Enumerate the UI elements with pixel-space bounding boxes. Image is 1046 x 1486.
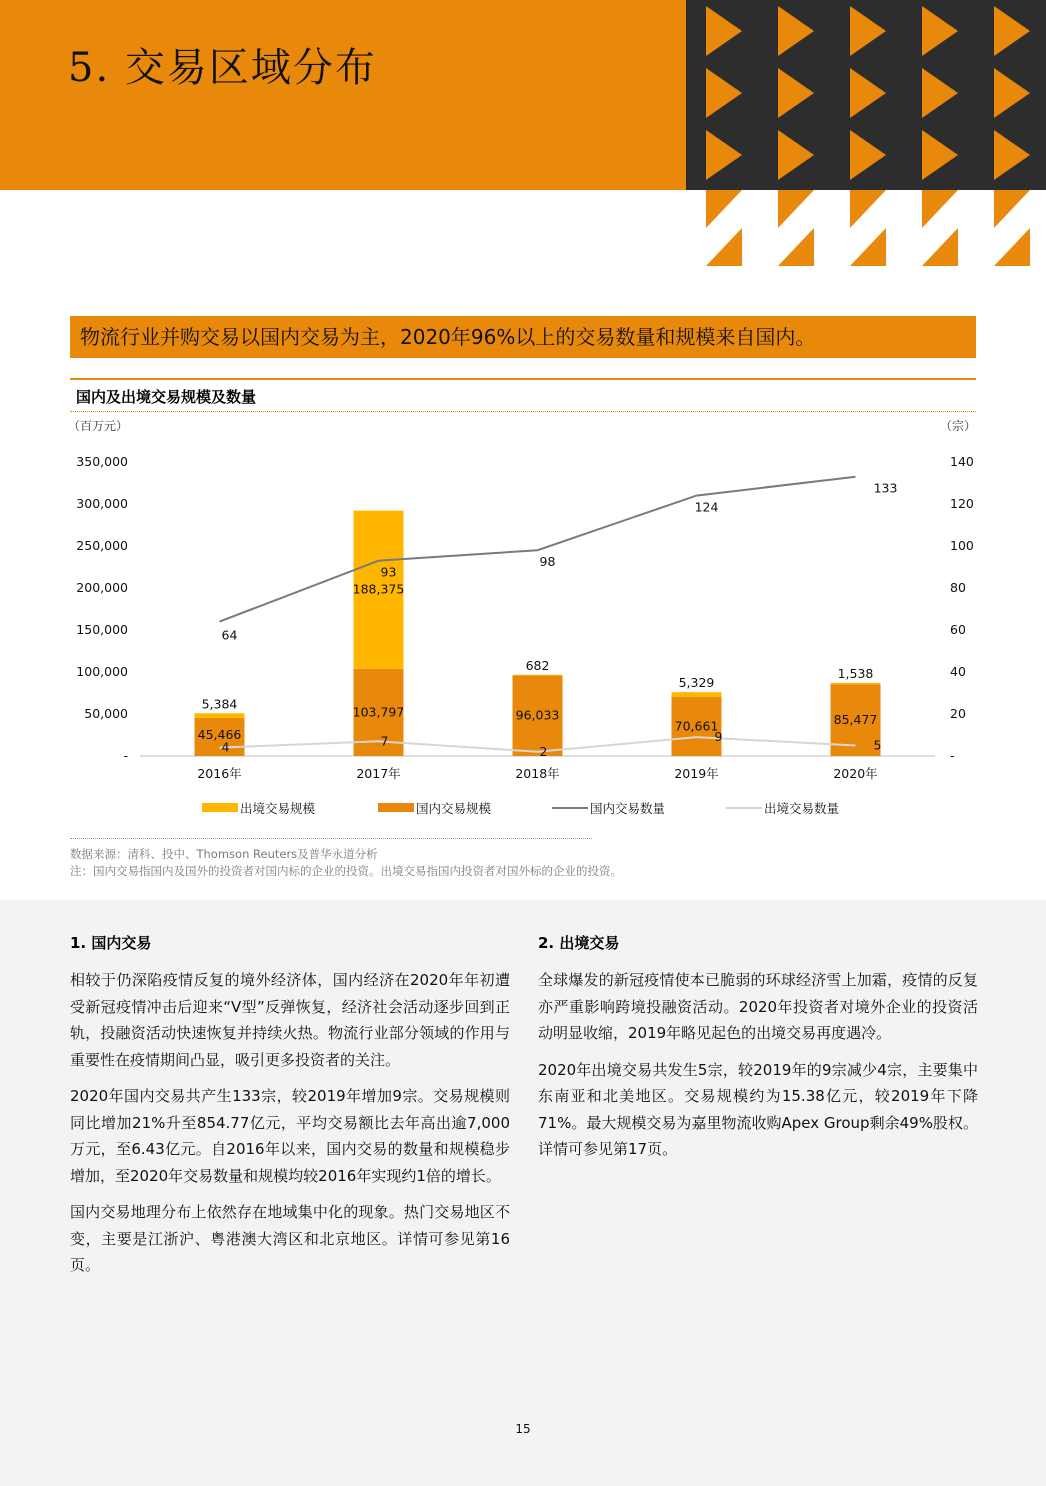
left-axis-unit: （百万元） — [68, 419, 129, 433]
legend-swatch — [202, 803, 238, 812]
bar-outbound-value — [513, 675, 563, 676]
left-axis-tick-label: 50,000 — [84, 706, 128, 721]
page-number: 15 — [515, 1422, 531, 1436]
lower-triangle — [778, 228, 814, 266]
domestic-paragraph-3: 国内交易地理分布上依然存在地域集中化的现象。热门交易地区不变，主要是江浙沪、粤港澳大湾区和北京地区。详情可参见第16页。 — [70, 1203, 510, 1274]
lower-triangle — [706, 190, 742, 228]
domestic-heading: 1. 国内交易 — [70, 934, 152, 952]
chevron-pattern — [686, 0, 1046, 266]
bar-outbound-label: 5,384 — [201, 696, 238, 712]
line-domestic-label: 98 — [539, 554, 556, 570]
lower-triangle — [994, 228, 1030, 266]
lower-triangle — [850, 190, 886, 228]
bar-outbound-label: 682 — [525, 657, 550, 673]
combo-chart — [0, 414, 1046, 834]
right-axis-tick-label: 120 — [950, 496, 974, 511]
chart-marks — [76, 454, 974, 816]
chart-title-rule — [70, 378, 976, 380]
bar-outbound-label: 188,375 — [352, 581, 405, 597]
x-axis-tick-label: 2017年 — [356, 766, 401, 781]
line-outbound-label: 7 — [380, 733, 389, 749]
outbound-paragraph-2: 2020年出境交易共发生5宗，较2019年的9宗减少4宗，主要集中东南亚和北美地区。交易规模约为15.38亿元，较2019年下降71%。最大规模交易为嘉里物流收购Apex Group剩余49%股权。详情可参见第17页。 — [538, 1060, 978, 1158]
domestic-paragraph-2: 2020年国内交易共产生133宗，较2019年增加9宗。交易规模则同比增加21%升至854.77亿元，平均交易额比去年高出逾7,000万元，至6.43亿元。自2016年以来，国内交易的数量和规模稳步增加，至2020年交易数量和规模均较2016年实现约1倍的增长。 — [70, 1087, 510, 1185]
bar-outbound-value — [831, 683, 881, 684]
legend-label: 国内交易数量 — [590, 801, 666, 816]
outbound-heading: 2. 出境交易 — [538, 934, 620, 952]
legend-label: 出境交易数量 — [764, 801, 840, 816]
source-note — [70, 846, 622, 880]
line-outbound-label: 4 — [221, 739, 230, 755]
lower-triangle — [922, 228, 958, 266]
x-axis-tick-label: 2019年 — [674, 766, 719, 781]
bar-domestic-label: 70,661 — [674, 718, 719, 734]
right-axis-tick-label: - — [950, 748, 955, 763]
right-axis-tick-label: 80 — [950, 580, 966, 595]
bar-domestic-label: 96,033 — [515, 707, 560, 723]
right-axis-tick-label: 40 — [950, 664, 966, 679]
x-axis-tick-label: 2020年 — [833, 766, 878, 781]
page-title: 5. 交易区域分布 — [68, 45, 377, 91]
headline-banner: 物流行业并购交易以国内交易为主，2020年96%以上的交易数量和规模来自国内。 — [70, 316, 976, 358]
line-domestic-label: 124 — [694, 499, 719, 515]
line-outbound-label: 5 — [873, 737, 882, 753]
right-axis-tick-label: 100 — [950, 538, 974, 553]
x-axis-tick-label: 2018年 — [515, 766, 560, 781]
outbound-section — [538, 932, 978, 1173]
chart-title-divider — [70, 411, 976, 412]
left-axis-tick-label: 200,000 — [76, 580, 128, 595]
bar-outbound-value — [672, 692, 722, 696]
right-axis-tick-label: 60 — [950, 622, 966, 637]
bar-outbound-label: 5,329 — [678, 675, 715, 691]
bar-outbound-value — [195, 713, 245, 718]
source-line: 数据来源：清科、投中、Thomson Reuters及普华永道分析 — [70, 847, 378, 861]
left-axis-tick-label: 150,000 — [76, 622, 128, 637]
left-axis-tick-label: 100,000 — [76, 664, 128, 679]
domestic-paragraph-1: 相较于仍深陷疫情反复的境外经济体，国内经济在2020年年初遭受新冠疫情冲击后迎来“V型”反弹恢复，经济社会活动逐步回到正轨，投融资活动快速恢复并持续火热。物流行业部分领域的作用与重要性在疫情期间凸显，吸引更多投资者的关注。 — [70, 971, 510, 1069]
x-axis-tick-label: 2016年 — [197, 766, 242, 781]
bar-domestic-label: 45,466 — [197, 727, 242, 742]
lower-triangle — [994, 190, 1030, 228]
line-domestic-label: 93 — [380, 564, 397, 580]
bar-outbound-label: 1,538 — [837, 665, 874, 681]
left-axis-tick-label: - — [123, 748, 128, 763]
right-axis-tick-label: 140 — [950, 454, 974, 469]
left-axis-tick-label: 300,000 — [76, 496, 128, 511]
source-divider — [70, 838, 592, 839]
line-outbound-label: 9 — [714, 729, 723, 745]
legend-label: 出境交易规模 — [240, 801, 316, 816]
lower-triangle — [850, 228, 886, 266]
lower-triangle — [778, 190, 814, 228]
left-axis-tick-label: 350,000 — [76, 454, 128, 469]
line-domestic-label: 64 — [221, 627, 238, 643]
chart-title: 国内及出境交易规模及数量 — [76, 388, 257, 406]
bar-domestic-label: 103,797 — [352, 704, 405, 720]
right-axis-tick-label: 20 — [950, 706, 966, 721]
legend-label: 国内交易规模 — [416, 801, 492, 816]
legend-swatch — [378, 803, 414, 812]
line-domestic-label: 133 — [873, 480, 898, 496]
bar-domestic-label: 85,477 — [833, 712, 878, 728]
lower-triangle — [706, 228, 742, 266]
right-axis-unit: （宗） — [939, 419, 976, 433]
lower-triangle — [922, 190, 958, 228]
outbound-paragraph-1: 全球爆发的新冠疫情使本已脆弱的环球经济雪上加霜，疫情的反复亦严重影响跨境投融资活动。2020年投资者对境外企业的投资活动明显收缩，2019年略见起色的出境交易再度遇冷。 — [538, 971, 978, 1042]
line-domestic-count — [220, 477, 856, 622]
domestic-section — [70, 932, 510, 1289]
left-axis-tick-label: 250,000 — [76, 538, 128, 553]
line-outbound-label: 2 — [539, 743, 548, 759]
note-line: 注：国内交易指国内及国外的投资者对国内标的企业的投资。出境交易指国内投资者对国外标的企业的投资。 — [70, 864, 622, 878]
